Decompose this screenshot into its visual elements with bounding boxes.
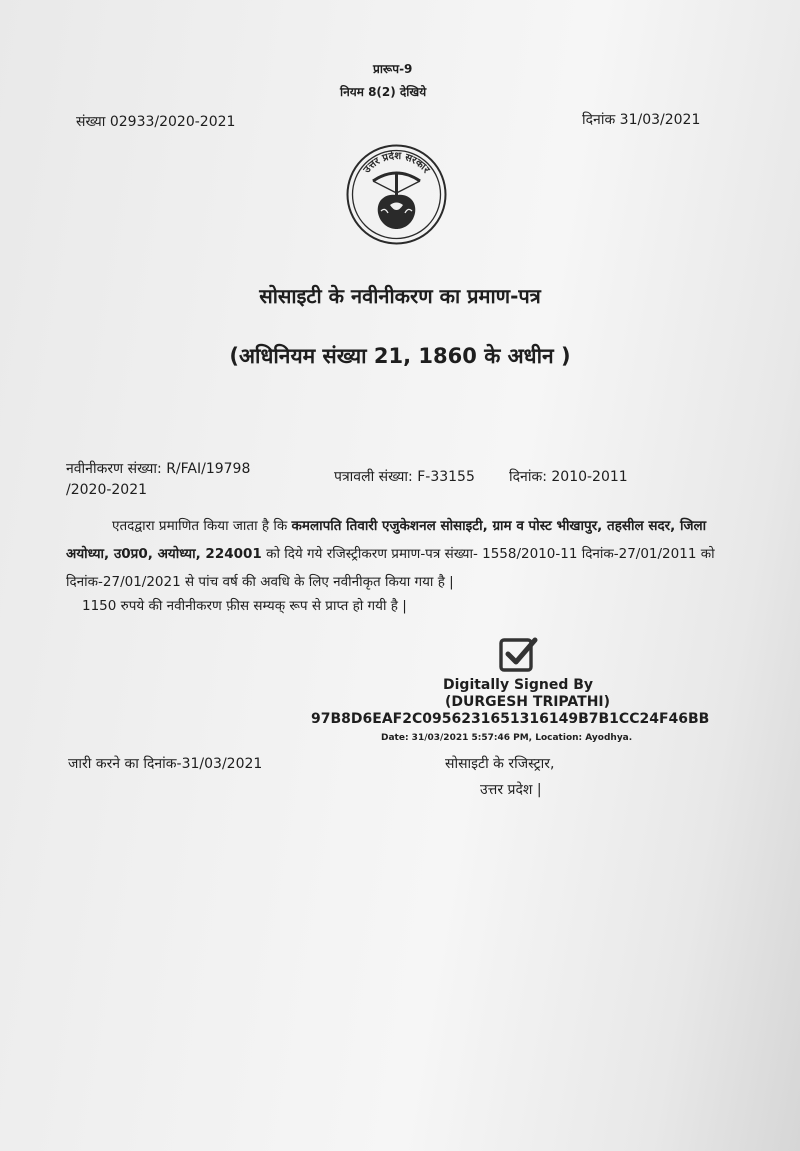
registration-number: संख्या 02933/2020-2021 xyxy=(76,114,236,130)
society-name-address: कमलापति तिवारी एजुकेशनल सोसाइटी, ग्राम व पोस्ट भीखापुर, तहसील सदर, जिला अयोध्या, उ0प्र0, अयोध्या, 224001 xyxy=(66,518,707,562)
certificate-body xyxy=(66,512,746,596)
digitally-signed-label: Digitally Signed By xyxy=(443,677,594,693)
certificate-continuation: को दिये गये रजिस्ट्रीकरण प्रमाण-पत्र संख्या- 1558/2010-11 दिनांक-27/01/2011 को दिनांक-27/01/2021 से पांच वर्ष की अवधि के लिए नवीनीकृत किया गया है | xyxy=(66,546,715,590)
form-number: प्रारूप-9 xyxy=(373,62,413,76)
file-date: दिनांक: 2010-2011 xyxy=(509,469,628,485)
certificate-title: सोसाइटी के नवीनीकरण का प्रमाण-पत्र xyxy=(259,284,541,308)
signature-hash: 97B8D6EAF2C0956231651316149B7B1CC24F46BB xyxy=(311,711,710,727)
issue-date: जारी करने का दिनांक-31/03/2021 xyxy=(68,756,263,772)
signer-name: (DURGESH TRIPATHI) xyxy=(445,694,611,710)
checkmark-box-icon xyxy=(498,635,540,673)
emblem-text: उत्तर प्रदेश सरकार xyxy=(361,150,432,176)
renewal-number: नवीनीकरण संख्या: R/FAI/19798 /2020-2021 xyxy=(66,461,251,498)
intro-text: एतदद्वारा प्रमाणित किया जाता है कि xyxy=(112,518,288,534)
fee-statement: 1150 रुपये की नवीनीकरण फ़ीस सम्यक् रूप से प्राप्त हो गयी है | xyxy=(82,598,407,614)
act-subtitle: (अधिनियम संख्या 21, 1860 के अधीन ) xyxy=(229,344,571,368)
registrar-title: सोसाइटी के रजिस्ट्रार, xyxy=(445,756,555,772)
file-number: पत्रावली संख्या: F-33155 xyxy=(334,469,475,485)
signature-date-location: Date: 31/03/2021 5:57:46 PM, Location: Ayodhya. xyxy=(381,733,633,743)
up-emblem-icon xyxy=(345,143,448,246)
state-name: उत्तर प्रदेश | xyxy=(480,782,542,798)
certificate-date: दिनांक 31/03/2021 xyxy=(582,112,701,128)
rule-reference: नियम 8(2) देखिये xyxy=(340,85,427,99)
